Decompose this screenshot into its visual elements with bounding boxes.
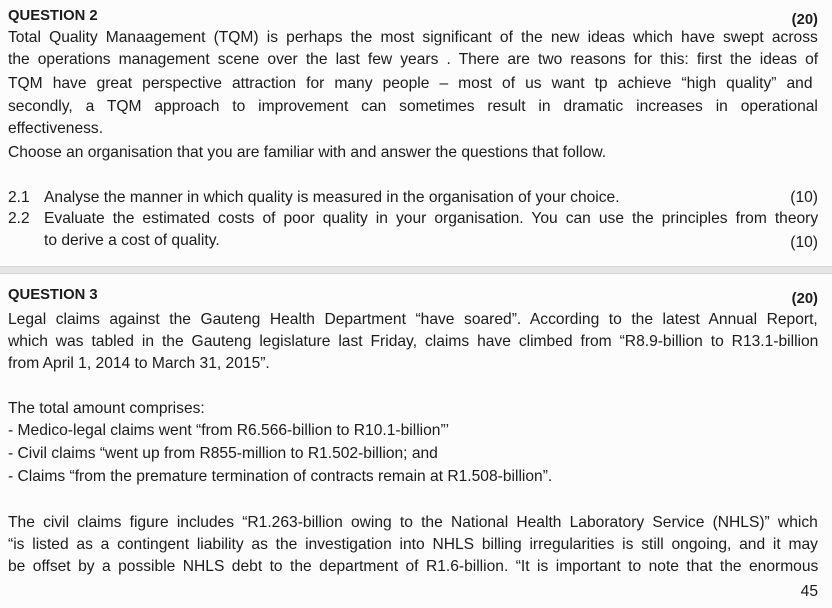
subquestion-text: to derive a cost of quality. xyxy=(44,232,220,249)
subquestion-marks: (10) xyxy=(790,234,818,251)
question-3-marks: (20) xyxy=(791,291,818,307)
list-item: - Claims “from the premature termination of contracts remain at R1.508-billion”. xyxy=(8,468,553,485)
q2-para-line: effectiveness. xyxy=(8,120,104,137)
page-number: 45 xyxy=(800,583,818,600)
subquestion-text: Evaluate the estimated costs of poor quality in your organisation. You can use the principles from theory xyxy=(44,210,819,227)
list-intro: The total amount comprises: xyxy=(8,400,205,417)
subquestion-number: 2.2 xyxy=(8,210,30,227)
q3-para-line: which was tabled in the Gauteng legislature last Friday, claims have climbed from “R8.9-billion to R13.1-billion xyxy=(8,333,819,350)
q3-para-line: The civil claims figure includes “R1.263-billion owing to the National Health Laboratory Service (NHLS)” which xyxy=(8,514,818,531)
q3-para-line: Legal claims against the Gauteng Health Department “have soared”. According to the latest Annual Report, xyxy=(8,311,818,328)
q2-para-line: Total Quality Manaagement (TQM) is perhaps the most significant of the new ideas which have swept across xyxy=(8,29,818,46)
q2-para-line: Choose an organisation that you are familiar with and answer the questions that follow. xyxy=(8,144,607,161)
q2-para-line: secondly, a TQM approach to improvement can sometimes result in dramatic increases in operational xyxy=(8,98,818,115)
section-divider xyxy=(0,266,832,274)
q3-para-line: be offset by a possible NHLS debt to the department of R1.6-billion. “It is important to note that the enormous xyxy=(8,558,819,575)
subquestion-text: Analyse the manner in which quality is measured in the organisation of your choice. xyxy=(44,189,620,206)
subquestion-marks: (10) xyxy=(790,189,818,206)
subquestion-number: 2.1 xyxy=(8,189,30,206)
list-item: - Medico-legal claims went “from R6.566-billion to R10.1-billion”’ xyxy=(8,422,450,439)
q2-para-line: the operations management scene over the last few years . There are two reasons for this: first the ideas of xyxy=(8,51,819,68)
question-2-marks: (20) xyxy=(791,12,818,28)
question-3-heading: QUESTION 3 xyxy=(8,287,98,303)
question-2-heading: QUESTION 2 xyxy=(8,8,98,24)
q3-para-line: from April 1, 2014 to March 31, 2015”. xyxy=(8,355,270,372)
q2-para-line: TQM have great perspective attraction for many people – most of us want tp achieve “high quality” and xyxy=(8,75,813,92)
list-item: - Civil claims “went up from R855-million to R1.502-billion; and xyxy=(8,445,438,462)
q3-para-line: “is listed as a contingent liability as the investigation into NHLS billing irregularities is still ongoing, and it may xyxy=(8,536,818,553)
